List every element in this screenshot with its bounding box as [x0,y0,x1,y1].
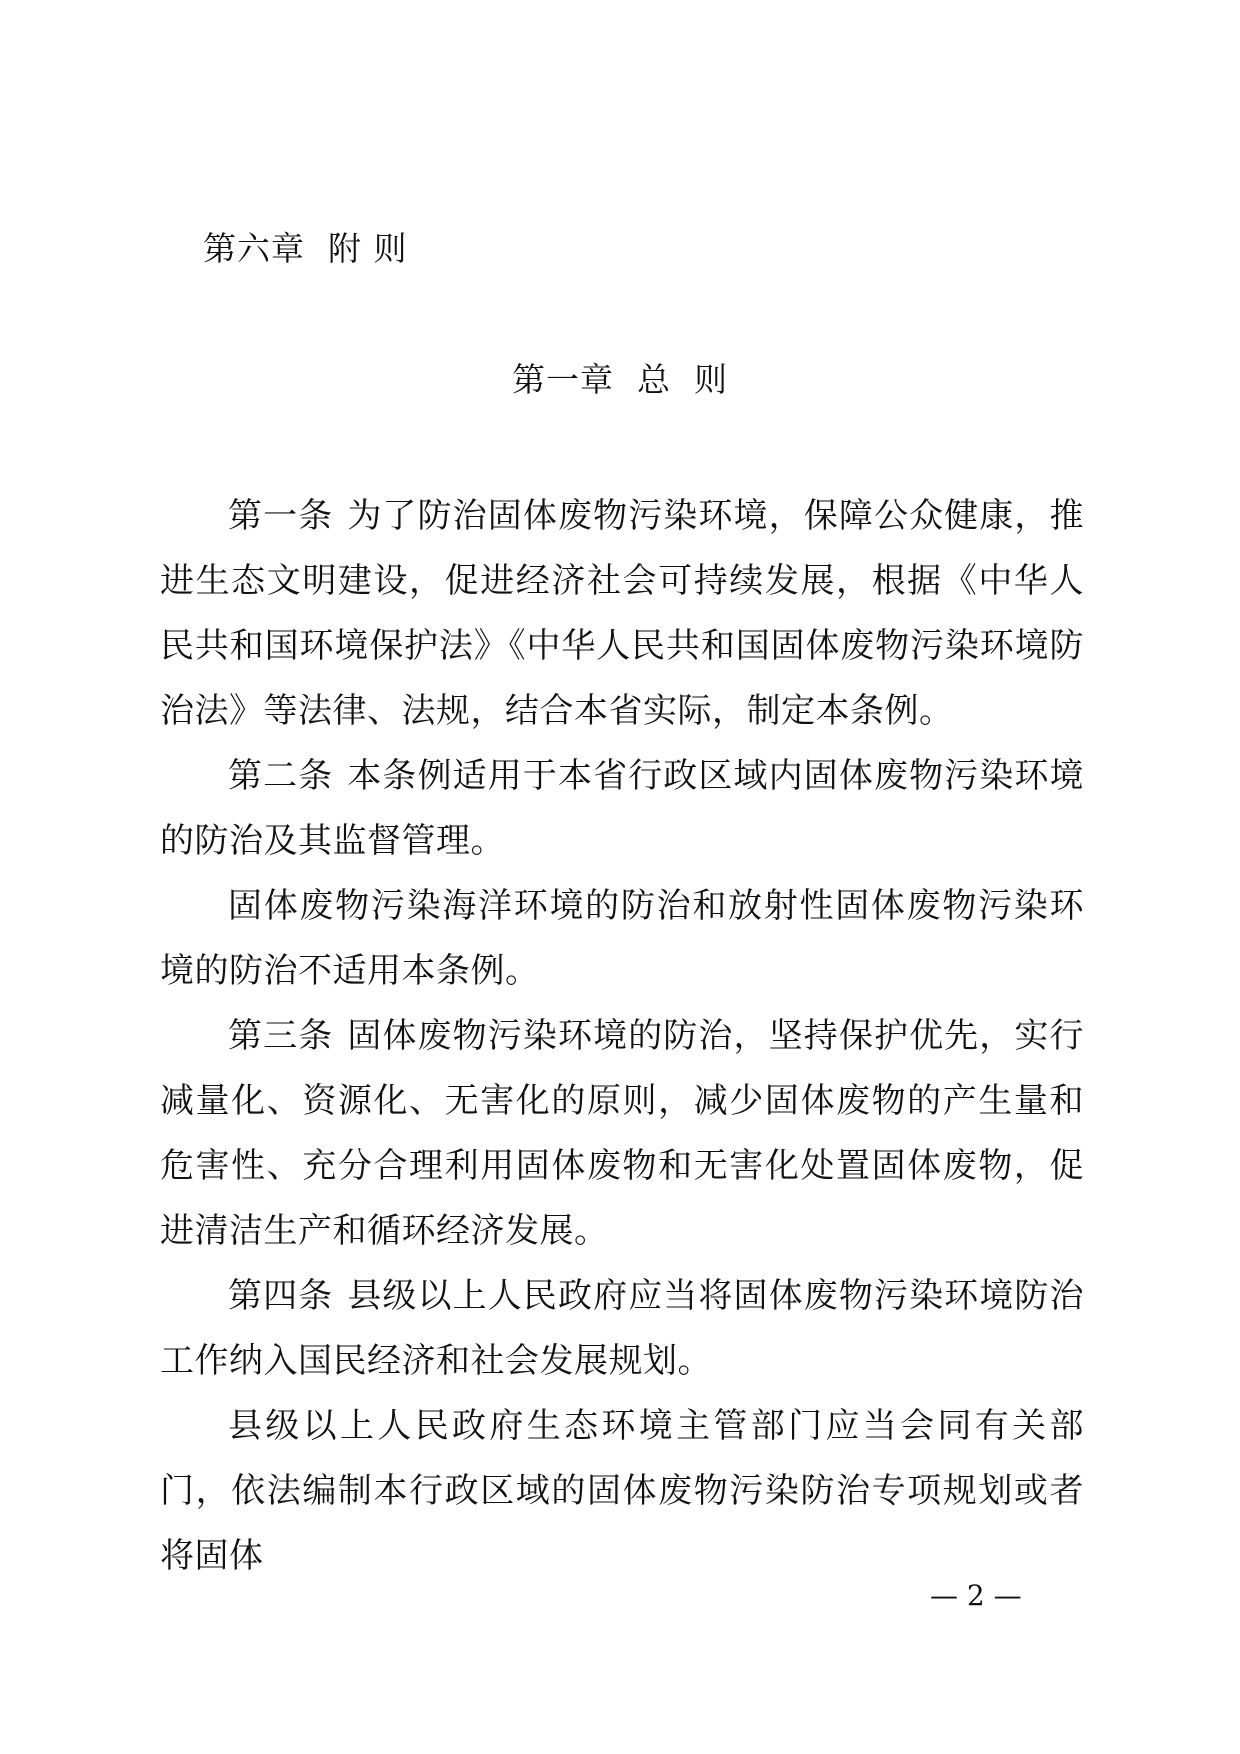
article-number: 第三条 [228,1016,334,1056]
article-text: 为了防治固体废物污染环境，保障公众健康，推进生态文明建设，促进经济社会可持续发展，根据《中华人民共和国环境保护法》《中华人民共和国固体废物污染环境防治法》等法律、法规，结合本省实际，制定本条例。 [160,496,1085,731]
article-number: 第四条 [228,1276,334,1316]
article-text: 本条例适用于本省行政区域内固体废物污染环境的防治及其监督管理。 [160,756,1085,861]
article-text: 固体废物污染环境的防治，坚持保护优先，实行减量化、资源化、无害化的原则，减少固体废物的产生量和危害性、充分合理利用固体废物和无害化处置固体废物，促进清洁生产和循环经济发展。 [160,1016,1085,1251]
article-number: 第一条 [228,496,334,536]
page-number: — 2 — [930,1579,1022,1612]
article-paragraph [160,1004,1084,1264]
paragraph-text: 固体废物污染海洋环境的防治和放射性固体废物污染环境的防治不适用本条例。 [160,886,1084,991]
toc-entry-chapter-six: 第六章 附 则 [203,229,408,268]
paragraph-text: 县级以上人民政府生态环境主管部门应当会同有关部门，依法编制本行政区域的固体废物污染防治专项规划或者将固体 [160,1406,1084,1576]
article-paragraph [160,484,1084,744]
article-text: 县级以上人民政府应当将固体废物污染环境防治工作纳入国民经济和社会发展规划。 [160,1276,1085,1381]
paragraph [160,1394,1084,1589]
article-paragraph [160,1264,1084,1394]
article-paragraph [160,744,1084,874]
article-number: 第二条 [228,756,334,796]
paragraph [160,874,1084,1004]
body-text [160,484,1084,1589]
chapter-title: 第一章 总 则 [512,360,728,399]
